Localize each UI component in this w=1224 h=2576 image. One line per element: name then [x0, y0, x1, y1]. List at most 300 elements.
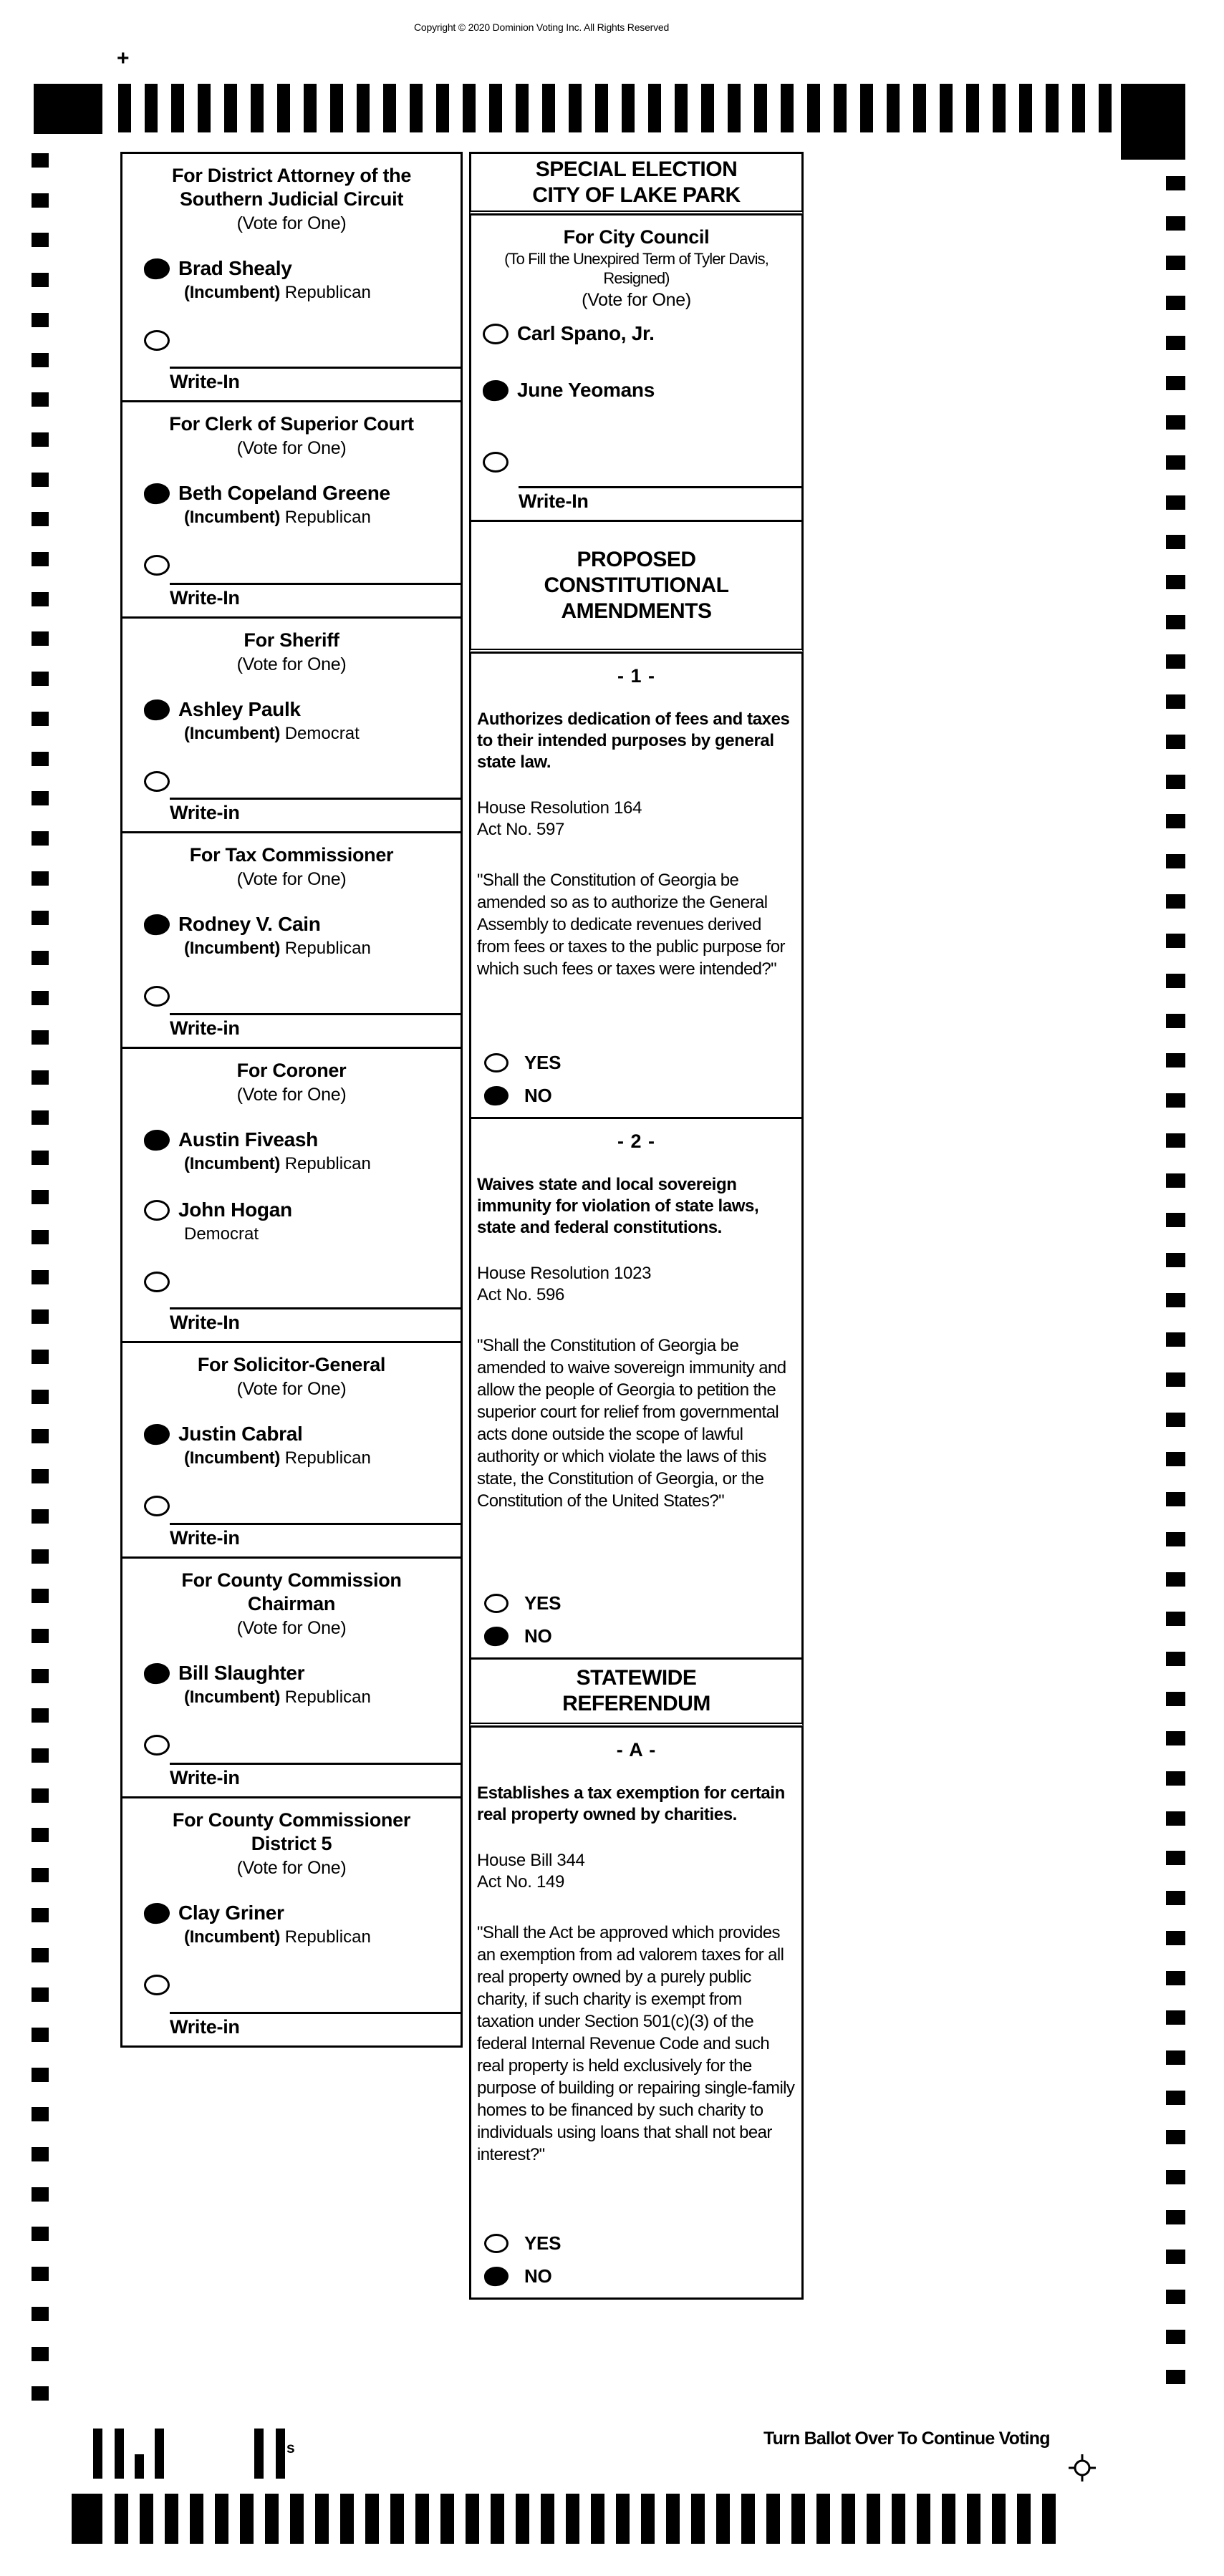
timing-mark [32, 2307, 49, 2321]
timing-mark [390, 2494, 404, 2544]
vote-bubble-brad-shealy[interactable] [143, 257, 170, 280]
timing-mark [32, 1230, 49, 1244]
measure-reference-line: Act No. 149 [477, 1872, 565, 1892]
timing-mark [32, 1110, 49, 1125]
timing-mark [171, 84, 184, 132]
timing-mark [32, 752, 49, 766]
timing-mark [224, 84, 237, 132]
timing-mark [32, 233, 49, 247]
timing-mark [754, 84, 767, 132]
timing-mark [1166, 1731, 1185, 1745]
write-in-area [128, 1013, 455, 1047]
timing-mark [1166, 2330, 1185, 2344]
measures-column [469, 152, 804, 2300]
contest-note-line: Resigned) [603, 269, 670, 287]
timing-mark [1166, 2250, 1185, 2264]
candidate-row-john-hogan [128, 1200, 455, 1221]
party-label: Republican [284, 283, 371, 302]
write-in-bubble-row [128, 986, 455, 1007]
measure-number: - A - [616, 1739, 657, 1761]
timing-mark [165, 2494, 178, 2544]
timing-mark [215, 2494, 228, 2544]
incumbent-label: (Incumbent) [184, 508, 281, 527]
candidate-name: Brad Shealy [178, 257, 292, 279]
write-in-label: Write-in [170, 2016, 240, 2038]
timing-mark [32, 1908, 49, 1922]
candidate-name: Rodney V. Cain [178, 913, 321, 935]
write-in-area [128, 798, 455, 831]
timing-mark [32, 2347, 49, 2361]
write-in-bubble[interactable] [144, 1735, 170, 1756]
measure-references [477, 798, 796, 841]
contest-title-line: Southern Judicial Circuit [179, 188, 404, 210]
party-label: Republican [284, 508, 371, 527]
timing-mark [1166, 974, 1185, 988]
write-in-bubble[interactable] [483, 452, 509, 473]
timing-mark [616, 2494, 630, 2544]
timing-mark [72, 2494, 102, 2544]
incumbent-label: (Incumbent) [184, 1927, 281, 1947]
vote-bubble-bill-slaughter[interactable] [143, 1662, 170, 1685]
measure-options [477, 1582, 796, 1647]
yes-bubble[interactable] [484, 1053, 509, 1072]
timing-mark [32, 353, 49, 367]
write-in-line[interactable] [170, 1307, 461, 1309]
timing-mark [892, 2494, 905, 2544]
timing-mark [32, 273, 49, 287]
incumbent-label: (Incumbent) [184, 724, 281, 743]
measure-a [469, 1725, 804, 2300]
option-label: YES [524, 2232, 562, 2254]
timing-mark [1166, 814, 1185, 828]
candidate-name: Justin Cabral [178, 1423, 303, 1445]
write-in-bubble[interactable] [144, 986, 170, 1007]
timing-mark [1166, 336, 1185, 350]
write-in-label: Write-In [519, 490, 589, 512]
header-line: CITY OF LAKE PARK [532, 183, 741, 207]
timing-mark [32, 1469, 49, 1483]
measure-references [477, 1263, 796, 1306]
timing-mark [1166, 1173, 1185, 1188]
timing-mark [1166, 415, 1185, 430]
measure-reference-line: House Resolution 164 [477, 798, 642, 818]
measure-reference-line: House Bill 344 [477, 1851, 585, 1870]
candidate-party [184, 939, 455, 959]
write-in-bubble-row [128, 1735, 455, 1756]
write-in-bubble-row [128, 771, 455, 792]
timing-mark [1166, 1532, 1185, 1546]
vote-for-instruction: (Vote for One) [236, 1618, 347, 1638]
contest-title-line: For Sheriff [244, 629, 339, 651]
write-in-line[interactable] [519, 486, 801, 488]
barcode-annotation: s [286, 2440, 295, 2456]
timing-mark [569, 84, 582, 132]
write-in-bubble[interactable] [144, 555, 170, 576]
contests-column [120, 152, 463, 2048]
contest-for-county-commission [120, 1556, 463, 1798]
incumbent-label: (Incumbent) [184, 939, 281, 958]
timing-mark [32, 1429, 49, 1443]
write-in-bubble-row [128, 1272, 455, 1292]
incumbent-label: (Incumbent) [184, 1448, 281, 1468]
timing-mark [32, 672, 49, 686]
timing-mark [1166, 694, 1185, 709]
write-in-area [128, 367, 455, 400]
write-in-area [128, 1763, 455, 1796]
timing-mark [1166, 1971, 1185, 1985]
candidate-name: Bill Slaughter [178, 1662, 305, 1684]
vote-for-instruction: (Vote for One) [582, 290, 691, 310]
party-label: Republican [284, 939, 371, 958]
candidate-name: Carl Spano, Jr. [517, 322, 655, 344]
contest-title-line: For City Council [563, 226, 710, 248]
write-in-label: Write-in [170, 1767, 240, 1788]
timing-mark [32, 791, 49, 805]
timing-mark [1166, 2010, 1185, 2025]
contest-for-coroner [120, 1047, 463, 1343]
contest-note [477, 249, 796, 288]
timing-mark [32, 552, 49, 566]
timing-mark [265, 2494, 279, 2544]
write-in-bubble[interactable] [144, 1496, 170, 1516]
timing-mark [32, 2227, 49, 2241]
timing-mark [32, 473, 49, 487]
vote-for-instruction: (Vote for One) [236, 1379, 347, 1399]
vote-bubble-rodney-v-cain[interactable] [143, 913, 170, 936]
timing-mark [1166, 1891, 1185, 1905]
timing-mark [1166, 2130, 1185, 2144]
timing-mark [32, 392, 49, 407]
write-in-label: Write-in [170, 1017, 240, 1039]
timing-mark [32, 153, 49, 168]
timing-mark [1166, 1771, 1185, 1786]
candidate-row-clay-griner [128, 1903, 455, 1924]
candidate-row-brad-shealy [128, 258, 455, 279]
party-label: Democrat [284, 724, 360, 743]
candidate-name: Austin Fiveash [178, 1128, 318, 1151]
write-in-area [128, 2012, 455, 2045]
write-in-line[interactable] [170, 1523, 461, 1525]
timing-mark [32, 871, 49, 886]
header-line: SPECIAL ELECTION [535, 157, 738, 181]
timing-mark [1166, 1811, 1185, 1826]
candidate-row-justin-cabral [128, 1424, 455, 1445]
timing-mark [436, 84, 449, 132]
timing-mark [1166, 376, 1185, 390]
write-in-line[interactable] [170, 1013, 461, 1015]
contest-for-clerk-of-superior-court [120, 400, 463, 619]
candidate-party [184, 283, 455, 303]
timing-mark [1166, 1492, 1185, 1506]
option-label: NO [524, 1625, 552, 1647]
timing-mark [32, 1350, 49, 1364]
timing-mark [32, 1708, 49, 1723]
timing-mark [32, 1070, 49, 1085]
timing-mark [966, 84, 979, 132]
timing-mark [1166, 2370, 1185, 2384]
timing-mark [516, 2494, 529, 2544]
timing-mark [32, 2267, 49, 2281]
candidate-row-ashley-paulk [128, 699, 455, 720]
timing-mark [1019, 84, 1032, 132]
contest-title-line: For District Attorney of the [171, 165, 412, 186]
candidate-name: Beth Copeland Greene [178, 482, 390, 504]
option-label: YES [524, 1592, 562, 1614]
timing-mark [290, 2494, 304, 2544]
timing-mark [1121, 84, 1185, 160]
timing-mark [140, 2494, 153, 2544]
party-label: Republican [284, 1927, 371, 1947]
timing-mark [993, 84, 1006, 132]
vote-bubble-ashley-paulk[interactable] [143, 698, 170, 721]
write-in-label: Write-In [170, 1312, 240, 1333]
contest-title-line: For Clerk of Superior Court [169, 413, 414, 435]
candidate-party [184, 508, 455, 528]
timing-mark [641, 2494, 655, 2544]
vote-bubble-beth-copeland-greene[interactable] [143, 482, 170, 505]
header-line: CONSTITUTIONAL [544, 573, 729, 597]
contest-title [128, 1353, 455, 1377]
timing-mark [1166, 1293, 1185, 1307]
contest-for-solicitor-general [120, 1341, 463, 1559]
vote-for-instruction: (Vote for One) [236, 438, 347, 458]
barcode-bar [276, 2429, 285, 2479]
timing-mark [32, 1030, 49, 1045]
timing-mark [32, 2187, 49, 2202]
timing-mark [489, 84, 502, 132]
header-line: PROPOSED [577, 547, 696, 571]
timing-mark [1166, 1931, 1185, 1945]
no-bubble[interactable] [483, 2266, 509, 2287]
write-in-line[interactable] [170, 583, 461, 585]
timing-mark [1166, 654, 1185, 669]
timing-mark [32, 911, 49, 925]
measure-reference-line: House Resolution 1023 [477, 1264, 652, 1283]
timing-mark [1166, 2290, 1185, 2304]
timing-mark [32, 2107, 49, 2121]
header-line: AMENDMENTS [561, 599, 712, 623]
timing-mark [1166, 1372, 1185, 1387]
timing-mark [118, 84, 131, 132]
barcode-bar [115, 2429, 124, 2479]
option-label: YES [524, 1052, 562, 1073]
timing-mark [1166, 894, 1185, 909]
contest-title [128, 843, 455, 867]
write-in-line[interactable] [170, 2012, 461, 2014]
timing-mark [1166, 455, 1185, 470]
contest-for-county-commissioner [120, 1796, 463, 2048]
candidate-party [184, 724, 455, 744]
no-option-row [477, 1625, 796, 1647]
measure-summary: Establishes a tax exemption for certain real property owned by charities. [477, 1783, 785, 1824]
write-in-bubble[interactable] [144, 771, 170, 792]
timing-mark [330, 84, 343, 132]
write-in-area [477, 486, 796, 520]
timing-mark [1166, 296, 1185, 310]
timing-mark [1166, 1851, 1185, 1865]
timing-mark [867, 2494, 880, 2544]
timing-mark [277, 84, 290, 132]
measure-options [477, 1041, 796, 1107]
timing-mark [32, 951, 49, 965]
timing-mark [32, 1589, 49, 1603]
timing-mark [860, 84, 873, 132]
timing-mark [491, 2494, 504, 2544]
timing-mark [34, 84, 102, 134]
timing-mark [1166, 1452, 1185, 1466]
candidate-row-rodney-v-cain [128, 914, 455, 935]
timing-mark [666, 2494, 680, 2544]
timing-mark [145, 84, 158, 132]
write-in-label: Write-In [170, 587, 240, 609]
timing-mark [32, 1509, 49, 1524]
timing-mark [410, 84, 423, 132]
contest-title-line: For Coroner [236, 1060, 347, 1081]
vote-bubble-clay-griner[interactable] [143, 1902, 170, 1924]
timing-mark [807, 84, 820, 132]
write-in-line[interactable] [170, 1763, 461, 1765]
contest-title [128, 412, 455, 436]
timing-mark [1166, 1413, 1185, 1427]
timing-mark [32, 1629, 49, 1643]
timing-mark [315, 2494, 329, 2544]
timing-mark [251, 84, 264, 132]
timing-mark [32, 1190, 49, 1204]
header-line: STATEWIDE [576, 1666, 697, 1690]
contest-for-tax-commissioner [120, 831, 463, 1049]
timing-mark [440, 2494, 454, 2544]
no-bubble[interactable] [483, 1626, 509, 1647]
write-in-label: Write-in [170, 1527, 240, 1549]
candidate-row-june-yeomans [477, 380, 796, 401]
incumbent-label: (Incumbent) [184, 1154, 281, 1173]
vote-bubble-john-hogan[interactable] [144, 1200, 170, 1221]
timing-mark [1166, 775, 1185, 789]
timing-mark [32, 631, 49, 646]
contest-title-line: For County Commissioner [172, 1809, 411, 1831]
contest-title [128, 1569, 455, 1616]
section-header-special-election [469, 152, 804, 216]
timing-mark [1166, 1053, 1185, 1067]
yes-bubble[interactable] [484, 1594, 509, 1613]
contest-for-sheriff [120, 616, 463, 833]
timing-mark [32, 831, 49, 846]
timing-mark [1166, 615, 1185, 629]
timing-mark [415, 2494, 429, 2544]
timing-mark [942, 2494, 955, 2544]
candidate-party [184, 1927, 455, 1947]
timing-mark [967, 2494, 980, 2544]
vote-for-instruction: (Vote for One) [236, 869, 347, 889]
timing-mark [1166, 535, 1185, 549]
measure-number: - 2 - [617, 1130, 655, 1152]
timing-mark [1166, 2050, 1185, 2065]
timing-mark [1166, 176, 1185, 190]
timing-mark [32, 991, 49, 1005]
write-in-bubble-row [128, 555, 455, 576]
timing-mark [1166, 1332, 1185, 1347]
timing-mark [566, 2494, 579, 2544]
timing-mark [1166, 1093, 1185, 1108]
vote-bubble-justin-cabral[interactable] [143, 1423, 170, 1446]
yes-option-row [477, 1592, 796, 1614]
write-in-bubble-row [477, 452, 796, 473]
timing-mark [913, 84, 926, 132]
timing-mark [516, 84, 529, 132]
yes-bubble[interactable] [484, 2234, 509, 2253]
candidate-party [184, 1224, 455, 1244]
timing-mark [32, 592, 49, 606]
measure-question: "Shall the Constitution of Georgia be amended so as to authorize the General Assembly to dedicate revenues derived from fees or taxes to the public purpose for which such fees or taxes were intended?" [477, 871, 785, 979]
timing-mark [115, 2494, 128, 2544]
write-in-bubble-row [128, 1975, 455, 1995]
write-in-bubble[interactable] [144, 330, 170, 351]
timing-mark [357, 84, 370, 132]
timing-mark [32, 1270, 49, 1284]
measure-summary: Authorizes dedication of fees and taxes to their intended purposes by general state law. [477, 710, 790, 772]
vote-bubble-austin-fiveash[interactable] [143, 1128, 170, 1151]
timing-mark [1042, 2494, 1056, 2544]
timing-mark [340, 2494, 354, 2544]
timing-mark [834, 84, 847, 132]
candidate-row-carl-spano-jr [477, 324, 796, 344]
party-label: Democrat [184, 1224, 259, 1244]
timing-mark [741, 2494, 755, 2544]
timing-mark [1166, 2170, 1185, 2184]
timing-mark [1166, 495, 1185, 510]
timing-mark [701, 84, 714, 132]
turn-ballot-over-instruction: Turn Ballot Over To Continue Voting [763, 2429, 1050, 2449]
timing-mark [716, 2494, 730, 2544]
vote-bubble-june-yeomans[interactable] [482, 379, 509, 402]
section-header-proposed [469, 520, 804, 654]
timing-mark [32, 1868, 49, 1882]
timing-mark [1166, 2210, 1185, 2224]
no-bubble[interactable] [483, 1085, 509, 1107]
timing-mark [32, 1669, 49, 1683]
measure-options [477, 2222, 796, 2287]
timing-mark [383, 84, 396, 132]
contest-title-line: For County Commission [181, 1569, 402, 1591]
write-in-bubble[interactable] [144, 1272, 170, 1292]
barcode-bar [254, 2429, 264, 2479]
timing-mark [32, 1788, 49, 1803]
timing-mark [1166, 1014, 1185, 1028]
timing-mark [542, 84, 555, 132]
timing-mark [32, 432, 49, 447]
write-in-line[interactable] [170, 798, 461, 800]
write-in-line[interactable] [170, 367, 461, 369]
timing-mark [917, 2494, 930, 2544]
write-in-bubble[interactable] [144, 1975, 170, 1995]
barcode-bar [93, 2429, 102, 2479]
timing-mark [190, 2494, 203, 2544]
candidate-row-bill-slaughter [128, 1663, 455, 1684]
timing-mark [816, 2494, 830, 2544]
vote-for-instruction: (Vote for One) [236, 213, 347, 233]
party-label: Republican [284, 1154, 371, 1173]
candidate-party [184, 1154, 455, 1174]
contest-title [128, 629, 455, 652]
timing-mark [1166, 256, 1185, 270]
vote-for-instruction: (Vote for One) [236, 654, 347, 674]
option-label: NO [524, 1085, 552, 1106]
write-in-label: Write-in [170, 802, 240, 823]
timing-mark [32, 2147, 49, 2161]
timing-mark [1166, 1133, 1185, 1148]
vote-bubble-carl-spano-jr[interactable] [483, 324, 509, 344]
timing-mark [766, 2494, 780, 2544]
